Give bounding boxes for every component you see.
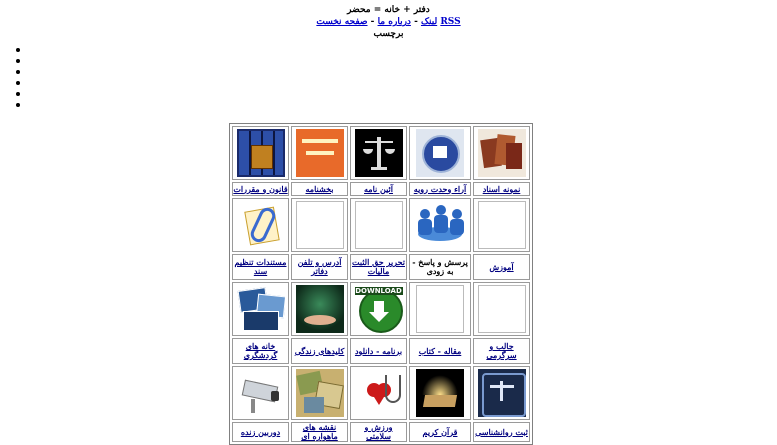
label-life-keys[interactable]: کلیدهای زندگی [294, 345, 345, 356]
label-fun[interactable]: جالب و سرگرمی [486, 341, 517, 360]
circulars-icon [296, 129, 344, 177]
label-bylaws[interactable]: آئین نامه [364, 183, 393, 194]
label-education[interactable]: آموزش [489, 261, 514, 272]
blank-image [478, 201, 526, 249]
label-satellite-maps[interactable]: نقشه های ماهواره ای [301, 422, 338, 441]
label-quran[interactable]: قرآن کریم [422, 426, 458, 437]
separator: - [414, 17, 418, 27]
home-link[interactable]: صفحه نخست [316, 17, 368, 27]
cell-quran[interactable] [409, 366, 471, 420]
paperclip-icon [237, 201, 285, 249]
label-unified-rulings[interactable]: آراء وحدت رویه [413, 183, 467, 194]
scales-icon [355, 129, 403, 177]
tourism-photos-icon [237, 285, 285, 333]
meeting-people-icon [410, 201, 470, 249]
label-health[interactable]: ورزش و سلامتی [364, 422, 393, 441]
cell-life-keys[interactable] [291, 282, 348, 336]
documents-icon [478, 129, 526, 177]
tags-label: برچسب [373, 29, 404, 39]
blank-image [355, 201, 403, 249]
label-circulars[interactable]: بخشنامه [305, 183, 334, 194]
separator: - [370, 17, 375, 27]
justice-emblem-icon [416, 129, 464, 177]
label-qa: پرسش و پاسخ - به زودی [412, 257, 468, 276]
bullet [16, 70, 20, 74]
cell-psychology[interactable] [473, 366, 530, 420]
health-heart-icon [355, 369, 403, 417]
cell-circulars[interactable] [291, 126, 348, 180]
label-psychology[interactable]: ثبت روانشناسی [475, 426, 528, 437]
about-link[interactable]: درباره ما [377, 17, 411, 27]
site-header [0, 4, 777, 40]
satellite-map-icon [296, 369, 344, 417]
quran-book-icon [416, 369, 464, 417]
label-articles[interactable]: مقاله - کتاب [418, 345, 462, 356]
blank-image [416, 285, 464, 333]
hands-icon [296, 285, 344, 333]
cell-cctv[interactable] [232, 366, 289, 420]
label-cctv[interactable]: دوربین زنده [240, 426, 281, 437]
label-addresses[interactable]: آدرس و تلفن دفاتر [297, 257, 342, 276]
cell-health[interactable] [350, 366, 407, 420]
psychology-icon [478, 369, 526, 417]
cell-tourism[interactable] [232, 282, 289, 336]
download-icon [355, 285, 403, 333]
cell-qa[interactable] [409, 198, 471, 252]
cell-download[interactable] [350, 282, 407, 336]
cell-document-samples[interactable] [473, 126, 530, 180]
bullet [16, 48, 20, 52]
bullet [16, 103, 20, 107]
cctv-camera-icon [237, 369, 285, 417]
cell-bylaws[interactable] [350, 126, 407, 180]
cell-registration-tax[interactable] [350, 198, 407, 252]
links-link[interactable]: لینک [420, 17, 438, 27]
download-label: DOWNLOAD [355, 287, 402, 295]
label-registration-tax[interactable]: تحریر حق الثبت مالیات [352, 257, 405, 276]
cell-document-prep[interactable] [232, 198, 289, 252]
site-title: دفتر + خانه = محضر [347, 5, 430, 15]
label-download[interactable]: برنامه - دانلود [354, 345, 403, 356]
label-document-samples[interactable]: نمونه اسناد [482, 183, 521, 194]
bullet [16, 81, 20, 85]
cell-unified-rulings[interactable] [409, 126, 471, 180]
cell-articles[interactable] [409, 282, 471, 336]
bullet [16, 92, 20, 96]
label-document-prep[interactable]: مستندات تنظیم سند [234, 257, 287, 276]
blank-image [296, 201, 344, 249]
empty-bullet-list [16, 48, 20, 114]
cell-education[interactable] [473, 198, 530, 252]
blank-image [478, 285, 526, 333]
law-books-icon [237, 129, 285, 177]
cell-addresses[interactable] [291, 198, 348, 252]
cell-fun[interactable] [473, 282, 530, 336]
rss-link[interactable]: RSS [440, 17, 461, 27]
label-tourism[interactable]: خانه های گردشگری [243, 341, 278, 360]
cell-law-books[interactable] [232, 126, 289, 180]
top-nav [0, 16, 777, 28]
cell-satellite-maps[interactable] [291, 366, 348, 420]
bullet [16, 59, 20, 63]
services-grid [229, 123, 533, 445]
label-law[interactable]: قانون و مقررات [233, 183, 288, 194]
